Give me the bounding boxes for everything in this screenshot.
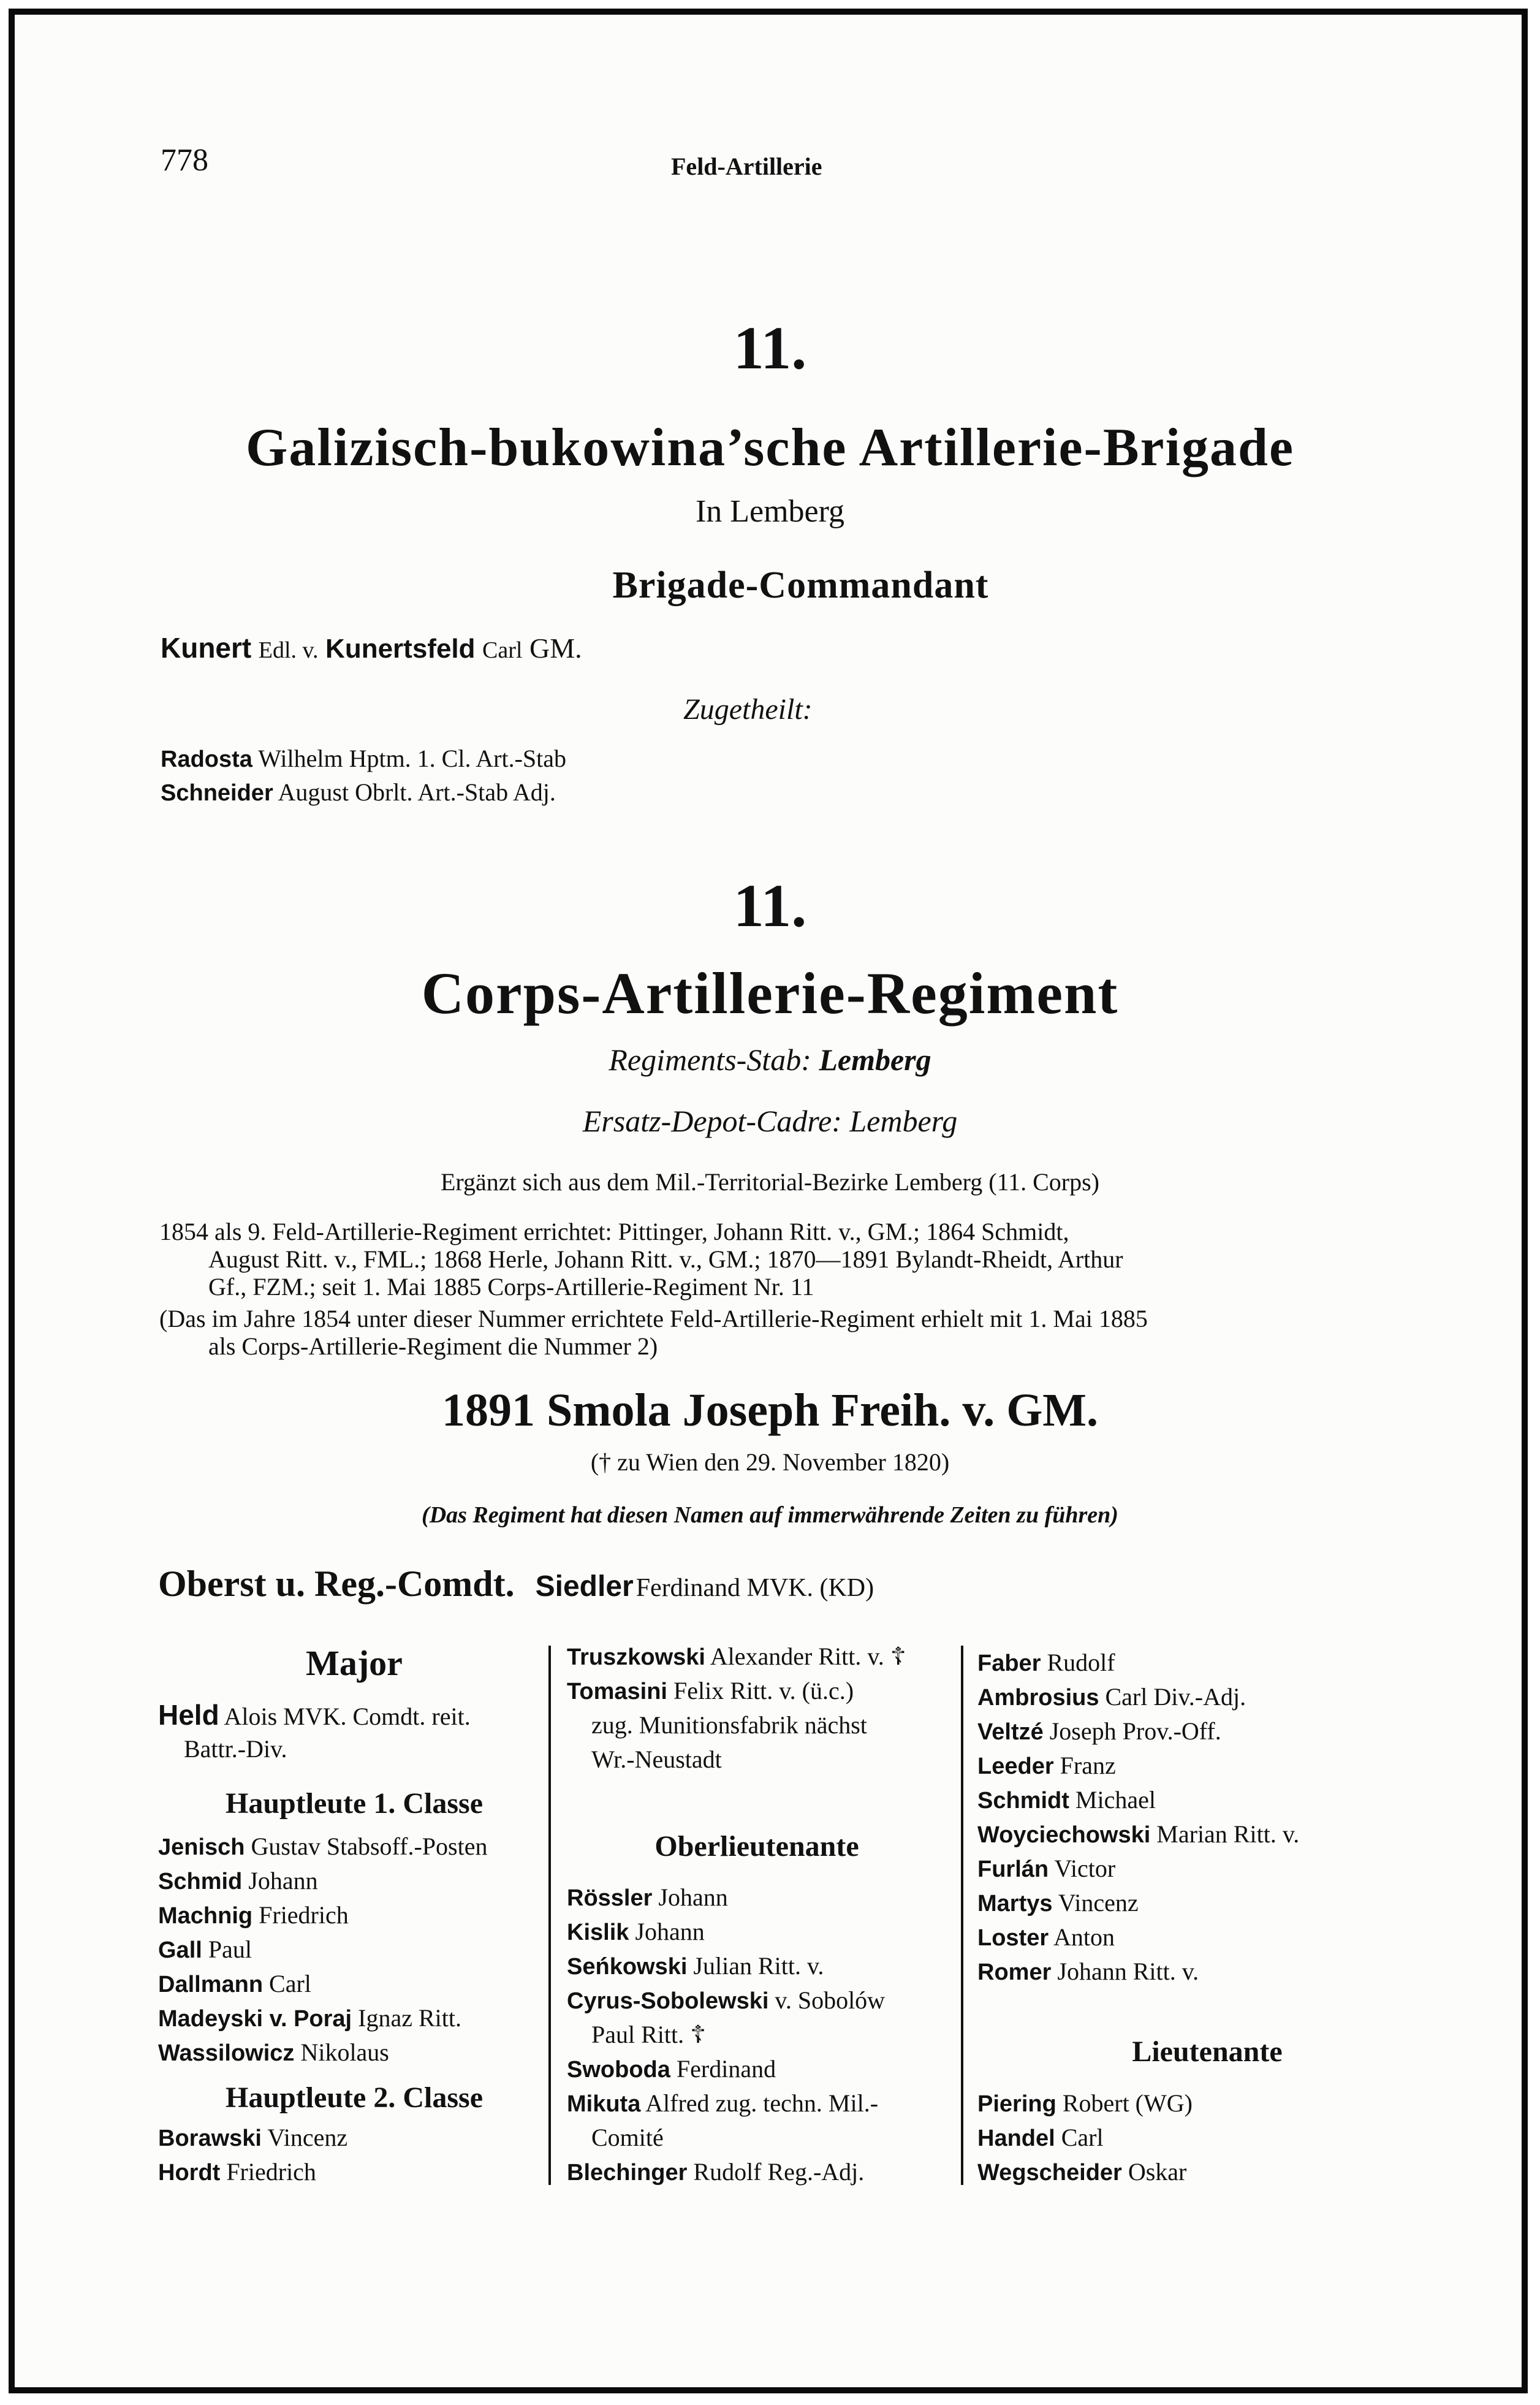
officer-details: Johann [658,1883,728,1911]
regiment-staff [0,1042,1540,1077]
officer-surname: Schmidt [977,1788,1069,1814]
attached-row [161,743,566,775]
officer-row [977,2086,1193,2121]
officer-details: Carl Div.-Adj. [1105,1683,1246,1711]
officer-details: Alexander Ritt. v. ☦ [710,1643,906,1670]
commandant-heading: Brigade-Commandant [612,564,989,606]
patron-death: († zu Wien den 29. November 1820) [590,1448,950,1476]
officer-row [567,1983,885,2018]
officer-surname: Ambrosius [977,1685,1099,1711]
officer-surname: Handel [977,2126,1055,2151]
officer-row [567,1880,728,1915]
officer-row [567,1674,854,1709]
officer-details: Michael [1075,1786,1156,1814]
officer-row-cont [591,1708,867,1742]
officer-row [977,1955,1199,1989]
regiment-title: Corps-Artillerie-Regiment [421,960,1119,1026]
officer-details: Paul Ritt. ☦ [591,2021,707,2048]
officer-row [977,2155,1186,2190]
officer-surname: Tomasini [567,1679,667,1704]
staff-location: Lemberg [819,1043,931,1077]
colonel-surname: Siedler [535,1570,634,1603]
attached-details: Wilhelm Hptm. 1. Cl. Art.-Stab [258,745,567,772]
officer-details: Robert (WG) [1062,2089,1193,2117]
officer-row [977,1680,1246,1715]
attached-heading: Zugetheilt: [683,693,813,726]
officer-row [158,1864,318,1899]
oberlieutenante-heading: Oberlieutenante [654,1830,859,1863]
officer-surname: Borawski [158,2126,262,2151]
officer-row [567,1949,824,1984]
officer-row-cont [591,2121,664,2155]
officer-details: Rudolf [1047,1649,1115,1676]
officer-surname: Leeder [977,1753,1054,1779]
officer-surname: Mikuta [567,2091,641,2117]
officer-details: Friedrich [259,1901,349,1929]
officer-surname: Truszkowski [567,1644,705,1670]
history-line: Gf., FZM.; seit 1. Mai 1885 Corps-Artillerie-Regiment Nr. 11 [208,1273,814,1301]
patron-note: (Das Regiment hat diesen Namen auf immerwährende Zeiten zu führen) [422,1502,1118,1528]
lieutenante-heading: Lieutenante [1132,2035,1283,2068]
officer-row [977,1783,1156,1818]
hauptleute2-heading: Hauptleute 2. Classe [226,2081,483,2114]
officer-surname: Romer [977,1959,1052,1985]
attached-details: August Obrlt. Art.-Stab Adj. [278,778,556,806]
officer-details: Victor [1054,1855,1116,1882]
officer-details: Franz [1060,1752,1116,1779]
officer-details: Friedrich [226,2158,316,2186]
officer-row [977,2121,1104,2156]
commandant-line [161,631,582,664]
officer-row [977,1886,1139,1921]
patron-line: 1891 Smola Joseph Freih. v. GM. [441,1385,1099,1436]
officer-row [567,2086,878,2121]
officer-surname: Jenisch [158,1834,245,1860]
officer-details: Johann Ritt. v. [1057,1958,1199,1985]
officer-details: Carl [269,1970,311,1997]
history-line: 1854 als 9. Feld-Artillerie-Regiment errichtet: Pittinger, Johann Ritt. v., GM.; 1864 Schmidt, [159,1218,1069,1245]
officer-details: Oskar [1128,2158,1187,2186]
officer-surname: Wassilowicz [158,2040,295,2066]
officer-surname: Rössler [567,1885,653,1911]
officer-surname: Cyrus-Sobolewski [567,1988,769,2014]
officer-row [158,1967,311,2002]
officer-row [567,2052,776,2087]
officer-details: v. Sobolów [775,1986,886,2014]
hauptleute1-heading: Hauptleute 1. Classe [226,1787,483,1820]
attached-surname: Radosta [161,747,252,772]
history-line: August Ritt. v., FML.; 1868 Herle, Johann Ritt. v., GM.; 1870—1891 Bylandt-Rheidt, Arthur [208,1245,1123,1273]
officer-details: Joseph Prov.-Off. [1049,1717,1221,1745]
officer-surname: Blechinger [567,2160,688,2186]
brigade-number: 11. [733,314,807,382]
officer-row [158,2035,389,2070]
officer-row [977,1714,1221,1749]
officer-details: Gustav Stabsoff.-Posten [251,1833,488,1860]
officer-row [567,2155,864,2190]
depot-line: Ersatz-Depot-Cadre: Lemberg [582,1104,958,1138]
officer-details: Comité [591,2124,664,2151]
officer-details: Marian Ritt. v. [1156,1820,1300,1848]
officer-row [977,1920,1115,1955]
officer-surname: Martys [977,1891,1053,1917]
officer-row [158,2155,316,2190]
officer-row [158,2121,347,2156]
major-row-cont: Battr.-Div. [184,1735,287,1763]
officer-details: Felix Ritt. v. (ü.c.) [673,1677,854,1704]
officer-surname: Dallmann [158,1972,264,1997]
major-row [158,1698,471,1734]
officer-surname: Swoboda [567,2057,670,2083]
page-number: 778 [161,143,208,178]
regiment-number: 11. [733,872,807,940]
officer-row-cont [591,1742,722,1777]
staff-label: Regiments-Stab: [609,1043,811,1077]
officer-surname: Seńkowski [567,1954,688,1980]
commandant-given: Carl [482,637,523,663]
officer-details: Paul [208,1936,252,1963]
officer-row [977,1817,1299,1852]
officer-details: Johann [635,1918,705,1945]
officer-details: Wr.-Neustadt [591,1746,722,1773]
officer-details: Julian Ritt. v. [693,1952,824,1980]
officer-surname: Schmid [158,1869,243,1894]
officer-details: Ignaz Ritt. [358,2004,461,2032]
major-heading: Major [306,1643,403,1683]
officer-surname: Gall [158,1937,202,1963]
history-note-line: als Corps-Artillerie-Regiment die Nummer 2) [208,1332,658,1360]
brigade-location: In Lemberg [695,494,845,529]
attached-row [161,777,556,808]
officer-surname: Kislik [567,1920,629,1945]
officer-surname: Woyciechowski [977,1822,1151,1848]
officer-details: Vincenz [267,2124,348,2151]
colonel-details: Ferdinand MVK. (KD) [635,1574,874,1602]
officer-surname: Faber [977,1651,1041,1676]
officer-surname: Madeyski v. Poraj [158,2006,352,2032]
running-title: Feld-Artillerie [671,153,822,180]
officer-surname: Veltzé [977,1719,1044,1745]
commandant-rank: GM. [529,633,582,664]
colonel-line [158,1563,874,1605]
officer-surname: Hordt [158,2160,221,2186]
officer-row [977,1852,1115,1886]
commandant-surname2: Kunertsfeld [325,634,476,664]
officer-row [158,1932,252,1967]
commandant-surname: Kunert [161,632,252,664]
history-note-line: (Das im Jahre 1854 unter dieser Nummer errichtete Feld-Artillerie-Regiment erhielt mit 1. Mai 1885 [159,1305,1148,1332]
officer-row [977,1646,1115,1681]
major-details: Alois MVK. Comdt. reit. [224,1703,471,1730]
officer-details: Anton [1053,1923,1115,1951]
officer-row [158,1829,487,1864]
attached-surname: Schneider [161,780,273,806]
officer-surname: Machnig [158,1903,253,1929]
officer-surname: Piering [977,2091,1056,2117]
officer-row [977,1749,1116,1784]
officer-details: Johann [248,1867,318,1894]
recruitment-line: Ergänzt sich aus dem Mil.-Territorial-Bezirke Lemberg (11. Corps) [440,1168,1100,1196]
officer-details: Nikolaus [300,2038,389,2066]
officer-details: Alfred zug. techn. Mil.- [645,2089,879,2117]
officer-surname: Furlán [977,1856,1049,1882]
officer-details: Rudolf Reg.-Adj. [693,2158,865,2186]
officer-details: zug. Munitionsfabrik nächst [591,1711,867,1739]
officer-row [158,2001,461,2036]
major-surname: Held [158,1699,219,1731]
officer-details: Ferdinand [676,2055,776,2083]
brigade-title: Galizisch-bukowina’sche Artillerie-Brigade [245,418,1295,477]
officer-row [567,1915,705,1950]
column-divider [961,1646,963,2185]
officer-row-cont [591,2018,706,2052]
commandant-mid: Edl. v. [258,637,319,663]
officer-row [567,1639,906,1674]
officer-details: Carl [1061,2124,1104,2151]
officer-surname: Loster [977,1925,1049,1951]
officer-surname: Wegscheider [977,2160,1122,2186]
officer-row [158,1898,349,1933]
colonel-label: Oberst u. Reg.-Comdt. [158,1563,515,1604]
officer-details: Vincenz [1058,1889,1139,1917]
